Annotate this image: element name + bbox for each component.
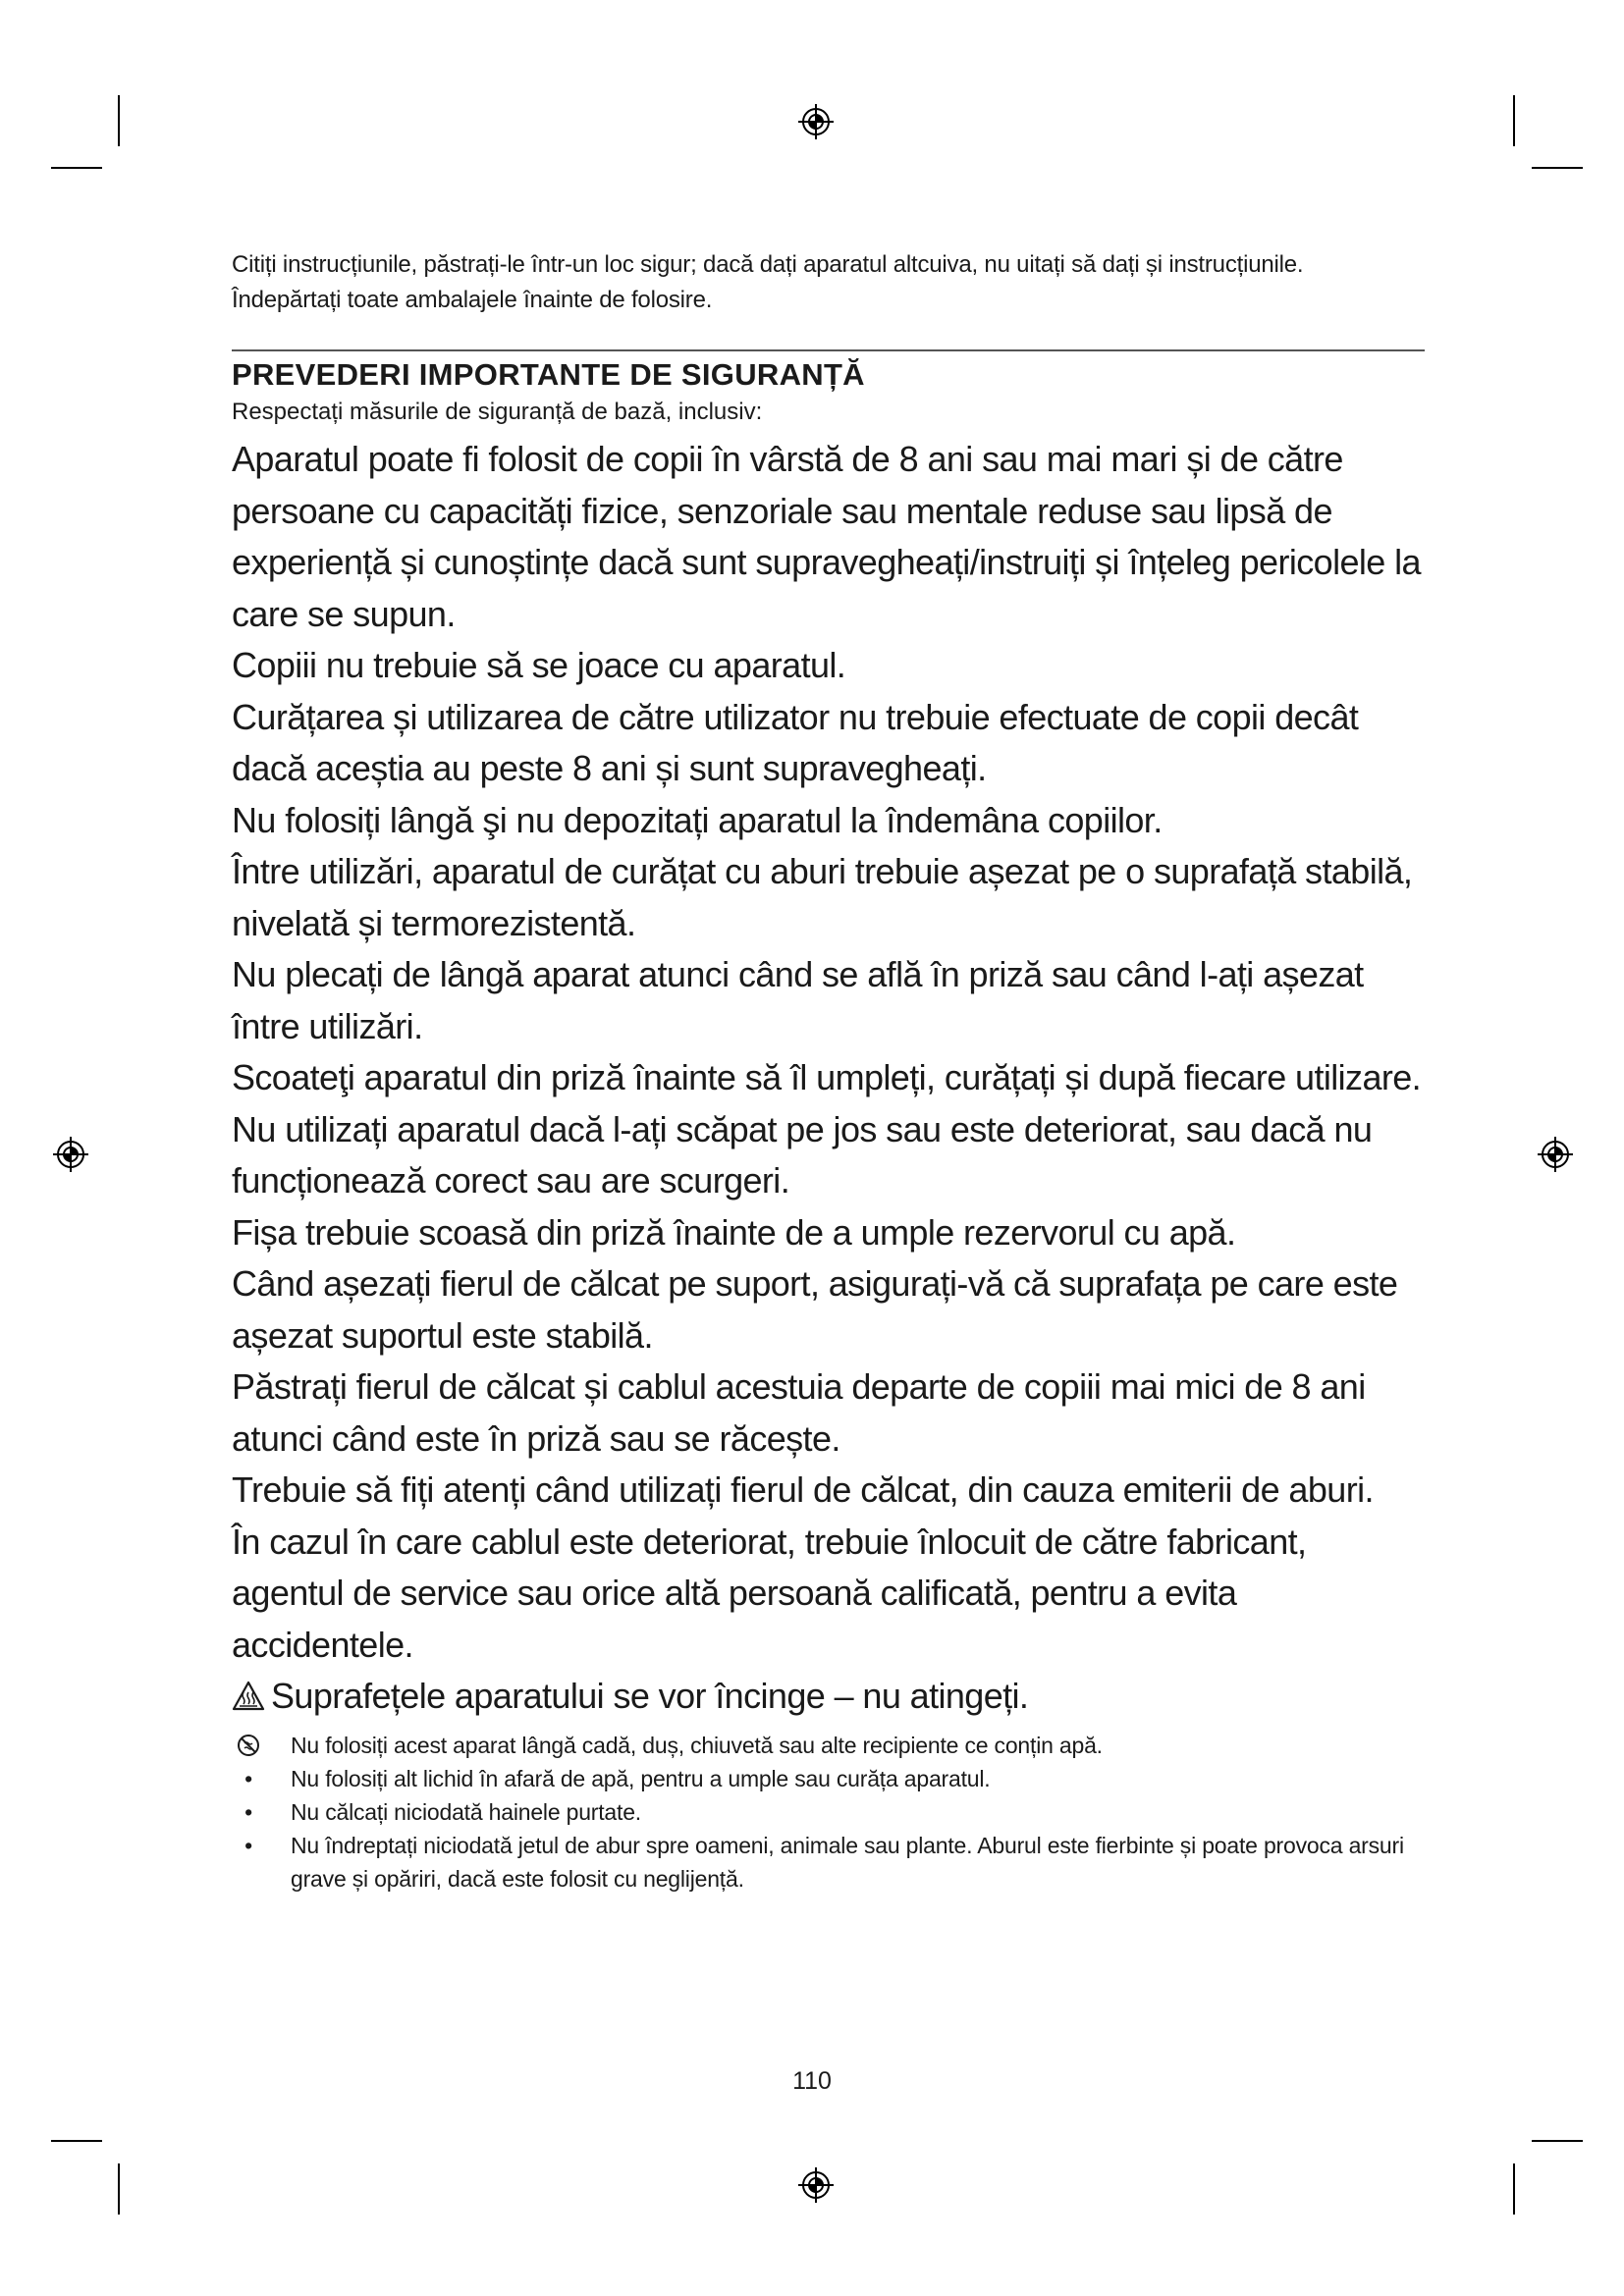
- bullet-marker: •: [244, 1765, 252, 1791]
- hot-surface-warning-text: Suprafețele aparatului se vor încinge – nu atingeți.: [271, 1676, 1029, 1716]
- hot-surface-warning: [232, 1671, 1425, 1723]
- list-item: [232, 1729, 1425, 1762]
- no-water-icon: [234, 1729, 263, 1762]
- safety-paragraph: Fișa trebuie scoasă din priză înainte de a umple rezervorul cu apă.: [232, 1211, 1236, 1253]
- list-item: [232, 1829, 1425, 1896]
- safety-paragraph: Copiii nu trebuie să se joace cu aparatul.: [232, 645, 846, 685]
- intro-line-2: Îndepărtați toate ambalajele înainte de folosire.: [232, 287, 713, 313]
- safety-paragraph: Când așezați fierul de călcat pe suport, asigurați-vă că suprafața pe care este așezat suportul este stabilă.: [232, 1263, 1398, 1356]
- page-content: [232, 247, 1425, 1896]
- crop-mark-bottom-right-vertical: [1513, 2163, 1515, 2215]
- bullet-marker: •: [244, 1798, 252, 1825]
- safety-paragraph: Curățarea și utilizarea de către utilizator nu trebuie efectuate de copii decât dacă aceștia au peste 8 ani și sunt supravegheați.: [232, 696, 1359, 788]
- page-number: 110: [792, 2067, 832, 2095]
- list-item: [232, 1762, 1425, 1795]
- bullet-marker: •: [244, 1832, 252, 1858]
- crop-mark-bottom-left-horizontal: [51, 2140, 102, 2142]
- list-item: [232, 1795, 1425, 1829]
- safety-paragraph: Între utilizări, aparatul de curățat cu aburi trebuie așezat pe o suprafață stabilă, nivelată și termorezistentă.: [232, 851, 1413, 943]
- intro-line-1: Citiți instrucțiunile, păstrați-le într-un loc sigur; dacă dați aparatul altcuiva, nu uitați să dați și instrucțiunile.: [232, 251, 1304, 278]
- hot-surface-icon: [232, 1681, 265, 1712]
- section-subtitle: Respectați măsurile de siguranță de bază, inclusiv:: [232, 399, 763, 425]
- safety-paragraphs: [232, 434, 1425, 1723]
- safety-paragraph: Aparatul poate fi folosit de copii în vârstă de 8 ani sau mai mari și de către persoane cu capacități fizice, senzoriale sau mentale reduse sau lipsă de experiență și cunoștințe dacă sunt supravegheați/instruiți și înțeleg pericolele la care se supun.: [232, 439, 1421, 634]
- registration-mark-top-icon: [796, 102, 836, 141]
- crop-mark-top-left-horizontal: [51, 167, 102, 169]
- crop-mark-top-right-vertical: [1513, 95, 1515, 146]
- list-item-text: Nu folosiți alt lichid în afară de apă, pentru a umple sau curăța aparatul.: [291, 1765, 991, 1791]
- section-title: PREVEDERI IMPORTANTE DE SIGURANȚĂ: [232, 357, 865, 392]
- safety-paragraph: Nu utilizați aparatul dacă l-ați scăpat pe jos sau este deteriorat, sau dacă nu funcționează corect sau are scurgeri.: [232, 1108, 1373, 1201]
- safety-paragraph: Scoateţi aparatul din priză înainte să îl umpleți, curățați și după fiecare utilizare.: [232, 1057, 1422, 1097]
- registration-mark-left-icon: [51, 1135, 90, 1174]
- crop-mark-top-left-vertical: [118, 95, 120, 146]
- crop-mark-bottom-left-vertical: [118, 2163, 120, 2215]
- list-item-text: Nu călcați niciodată hainele purtate.: [291, 1798, 641, 1825]
- safety-paragraph: Nu plecați de lângă aparat atunci când se află în priză sau când l-ați așezat între utilizări.: [232, 954, 1364, 1046]
- crop-mark-top-right-horizontal: [1532, 167, 1583, 169]
- list-item-text: Nu îndreptați niciodată jetul de abur spre oameni, animale sau plante. Aburul este fierbinte și poate provoca arsuri grave și opăriri, dacă este folosit cu neglijență.: [291, 1832, 1404, 1892]
- registration-mark-right-icon: [1536, 1135, 1575, 1174]
- safety-paragraph: Trebuie să fiți atenți când utilizați fierul de călcat, din cauza emiterii de aburi.: [232, 1469, 1374, 1510]
- additional-warnings-list: [232, 1729, 1425, 1896]
- section-divider: [232, 349, 1425, 351]
- safety-paragraph: În cazul în care cablul este deteriorat, trebuie înlocuit de către fabricant, agentul de service sau orice altă persoană calificată, pentru a evita accidentele.: [232, 1521, 1307, 1665]
- list-item-text: Nu folosiți acest aparat lângă cadă, duș, chiuvetă sau alte recipiente ce conțin apă.: [291, 1732, 1103, 1758]
- registration-mark-bottom-icon: [796, 2165, 836, 2205]
- crop-mark-bottom-right-horizontal: [1532, 2140, 1583, 2142]
- safety-paragraph: Nu folosiți lângă şi nu depozitați aparatul la îndemâna copiilor.: [232, 799, 1163, 840]
- safety-paragraph: Păstrați fierul de călcat și cablul acestuia departe de copiii mai mici de 8 ani atunci când este în priză sau se răcește.: [232, 1366, 1366, 1459]
